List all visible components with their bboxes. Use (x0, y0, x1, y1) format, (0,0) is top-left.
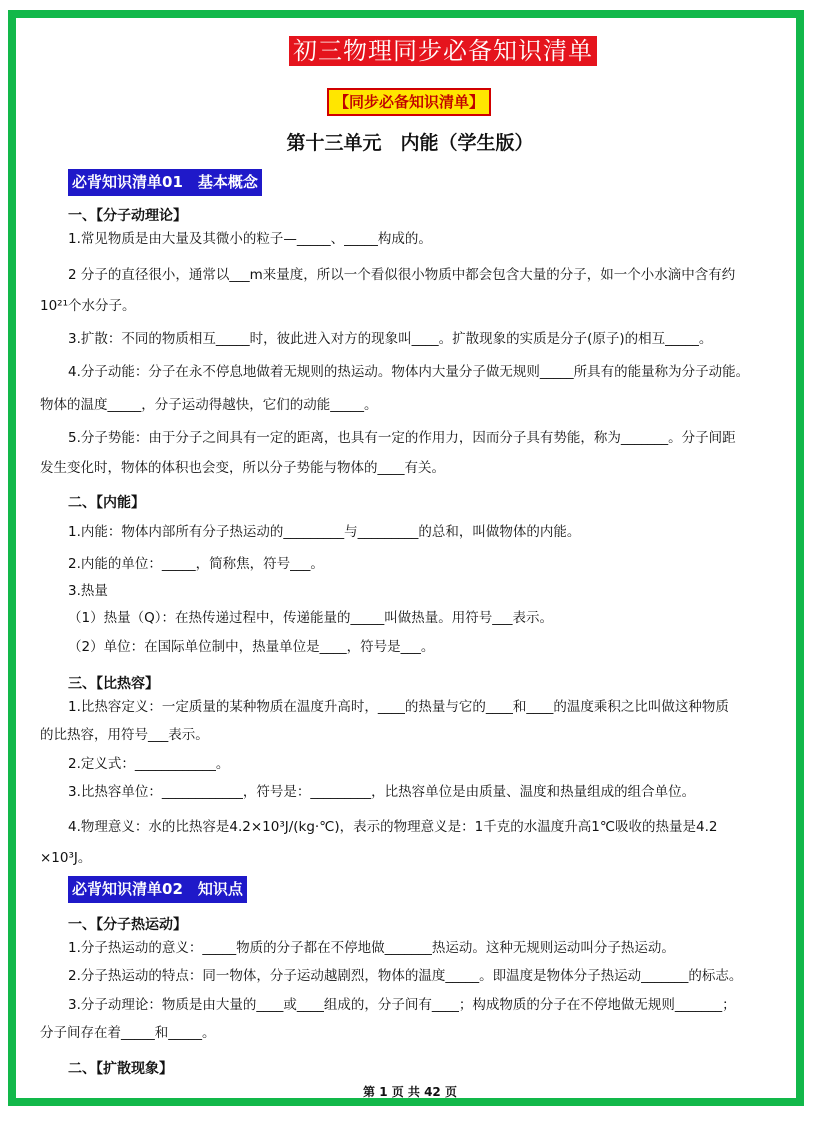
paragraph: 3.比热容单位：____________，符号是：_________，比热容单位是由质量、温度和热量组成的组合单位。 (68, 784, 696, 800)
heading-thermal-motion: 一、【分子热运动】 (68, 917, 187, 933)
paragraph: 1.内能：物体内部所有分子热运动的_________与_________的总和，叫做物体的内能。 (68, 524, 581, 540)
paragraph: 4.分子动能：分子在永不停息地做着无规则的热运动。物体内大量分子做无规则_____所具有的能量称为分子动能。 (68, 364, 750, 380)
paragraph: 2 分子的直径很小，通常以___m来量度，所以一个看似很小物质中都会包含大量的分子，如一个小水滴中含有约 (68, 267, 736, 283)
paragraph: （1）热量（Q）：在热传递过程中，传递能量的_____叫做热量。用符号___表示。 (68, 610, 553, 626)
paragraph: 发生变化时，物体的体积也会变，所以分子势能与物体的____有关。 (40, 460, 445, 476)
page-footer: 第 1 页 共 42 页 (363, 1085, 457, 1099)
document-title: 初三物理同步必备知识清单 (289, 36, 597, 66)
paragraph: 物体的温度_____，分子运动得越快，它们的动能_____。 (40, 397, 378, 413)
paragraph: 5.分子势能：由于分子之间具有一定的距离，也具有一定的作用力，因而分子具有势能，称为_______。分子间距 (68, 430, 736, 446)
heading-specific-heat: 三、【比热容】 (68, 676, 159, 692)
heading-molecular-theory: 一、【分子动理论】 (68, 208, 187, 224)
paragraph: 1.比热容定义：一定质量的某种物质在温度升高时，____的热量与它的____和____的温度乘积之比叫做这种物质 (68, 699, 729, 715)
unit-title: 第十三单元 内能（学生版） (286, 132, 534, 154)
paragraph: 2.内能的单位：_____，简称焦，符号___。 (68, 556, 324, 572)
section-badge: 【同步必备知识清单】 (327, 88, 491, 116)
paragraph: 10²¹个水分子。 (40, 298, 136, 314)
section-header-2: 必背知识清单02 知识点 (68, 876, 247, 903)
paragraph: 3.扩散：不同的物质相互_____时，彼此进入对方的现象叫____。扩散现象的实质是分子(原子)的相互_____。 (68, 331, 713, 347)
heading-diffusion: 二、【扩散现象】 (68, 1061, 173, 1077)
paragraph: 分子间存在着_____和_____。 (40, 1025, 216, 1041)
paragraph: （2）单位：在国际单位制中，热量单位是____，符号是___。 (68, 639, 435, 655)
section-header-1: 必背知识清单01 基本概念 (68, 169, 262, 196)
paragraph: 4.物理意义：水的比热容是4.2×10³J/(kg·℃)，表示的物理意义是：1千克的水温度升高1℃吸收的热量是4.2 (68, 819, 718, 835)
paragraph: 2.分子热运动的特点：同一物体，分子运动越剧烈，物体的温度_____。即温度是物体分子热运动_______的标志。 (68, 968, 743, 984)
paragraph: ×10³J。 (40, 850, 92, 866)
paragraph: 1.常见物质是由大量及其微小的粒子—_____、_____构成的。 (68, 231, 432, 247)
paragraph: 2.定义式：____________。 (68, 756, 230, 772)
paragraph: 1.分子热运动的意义：_____物质的分子都在不停地做_______热运动。这种无规则运动叫分子热运动。 (68, 940, 675, 956)
heading-internal-energy: 二、【内能】 (68, 495, 145, 511)
paragraph: 3.热量 (68, 583, 108, 599)
paragraph: 的比热容，用符号___表示。 (40, 727, 209, 743)
paragraph: 3.分子动理论：物质是由大量的____或____组成的，分子间有____；构成物质的分子在不停地做无规则_______； (68, 997, 736, 1013)
